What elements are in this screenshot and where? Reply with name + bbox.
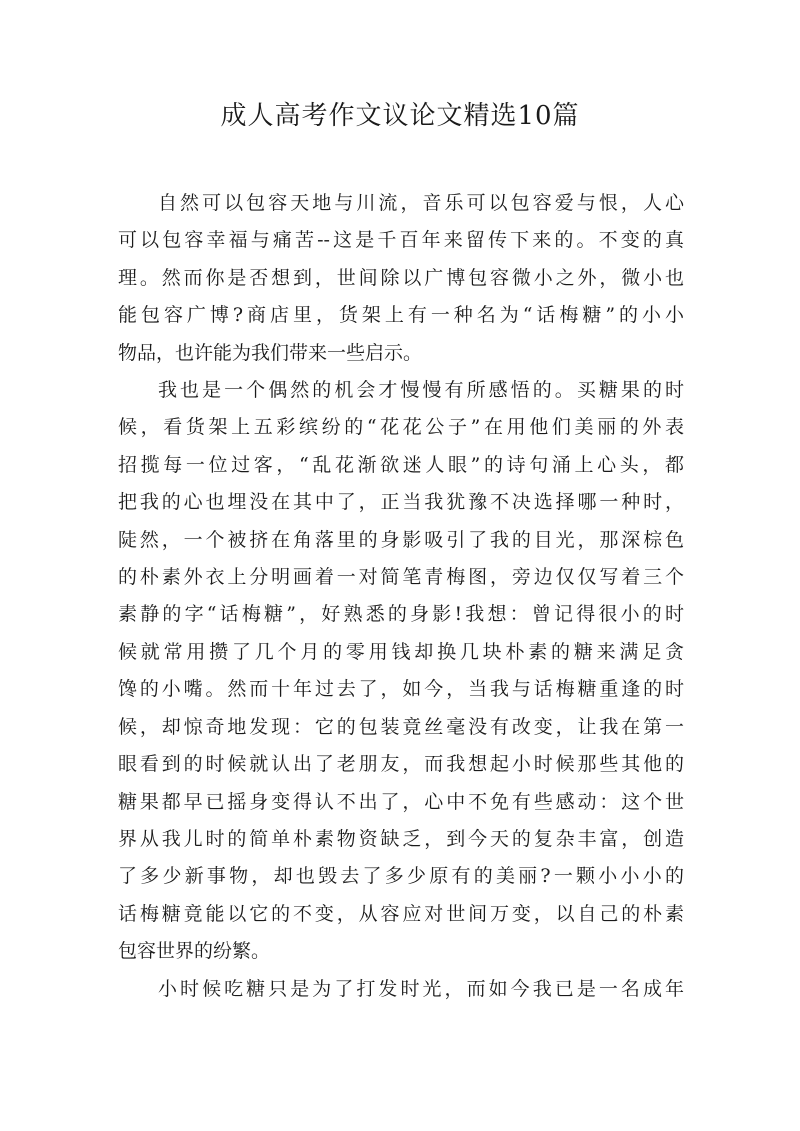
text-line: 眼看到的时候就认出了老朋友，而我想起小时候那些其他的 <box>118 753 684 776</box>
text-line: 小时候吃糖只是为了打发时光，而如今我已是一名成年 <box>158 977 684 1000</box>
text-line: 能包容广博?商店里，货架上有一种名为“话梅糖”的小小 <box>118 304 684 327</box>
text-line: 了多少新事物，却也毁去了多少原有的美丽?一颗小小小的 <box>118 865 684 888</box>
text-line: 候，看货架上五彩缤纷的“花花公子”在用他们美丽的外表 <box>118 416 684 439</box>
text-line: 理。然而你是否想到，世间除以广博包容微小之外，微小也 <box>118 266 684 289</box>
text-line: 候就常用攒了几个月的零用钱却换几块朴素的糖来满足贪 <box>118 640 684 663</box>
document-title: 成人高考作文议论文精选10篇 <box>220 101 580 131</box>
text-line: 物品，也许能为我们带来一些启示。 <box>118 341 423 364</box>
text-line: 话梅糖竟能以它的不变，从容应对世间万变，以自己的朴素 <box>118 902 684 925</box>
text-line: 自然可以包容天地与川流，音乐可以包容爱与恨，人心 <box>158 192 684 214</box>
text-line: 素静的字“话梅糖”，好熟悉的身影!我想：曾记得很小的时 <box>118 603 684 626</box>
text-line: 把我的心也埋没在其中了，正当我犹豫不决选择哪一种时， <box>118 491 684 514</box>
text-line: 馋的小嘴。然而十年过去了，如今，当我与话梅糖重逢的时 <box>118 678 684 701</box>
text-line: 的朴素外衣上分明画着一对简笔青梅图，旁边仅仅写着三个 <box>118 566 684 589</box>
text-line: 界从我儿时的简单朴素物资缺乏，到今天的复杂丰富，创造 <box>118 827 684 850</box>
text-line: 候，却惊奇地发现：它的包装竟丝毫没有改变，让我在第一 <box>118 715 684 738</box>
text-line: 包容世界的纷繁。 <box>118 940 271 963</box>
text-line: 招揽每一位过客，“乱花渐欲迷人眼”的诗句涌上心头，都 <box>118 453 684 476</box>
paragraph-3 <box>118 971 684 1008</box>
text-line: 我也是一个偶然的机会才慢慢有所感悟的。买糖果的时 <box>158 379 684 402</box>
text-line: 陡然，一个被挤在角落里的身影吸引了我的目光，那深棕色 <box>118 528 684 551</box>
text-line: 糖果都早已摇身变得认不出了，心中不免有些感动：这个世 <box>118 790 684 813</box>
text-line: 可以包容幸福与痛苦--这是千百年来留传下来的。不变的真 <box>118 229 684 252</box>
paragraph-1 <box>118 185 684 372</box>
document-body <box>118 185 684 1008</box>
paragraph-2 <box>118 372 684 971</box>
